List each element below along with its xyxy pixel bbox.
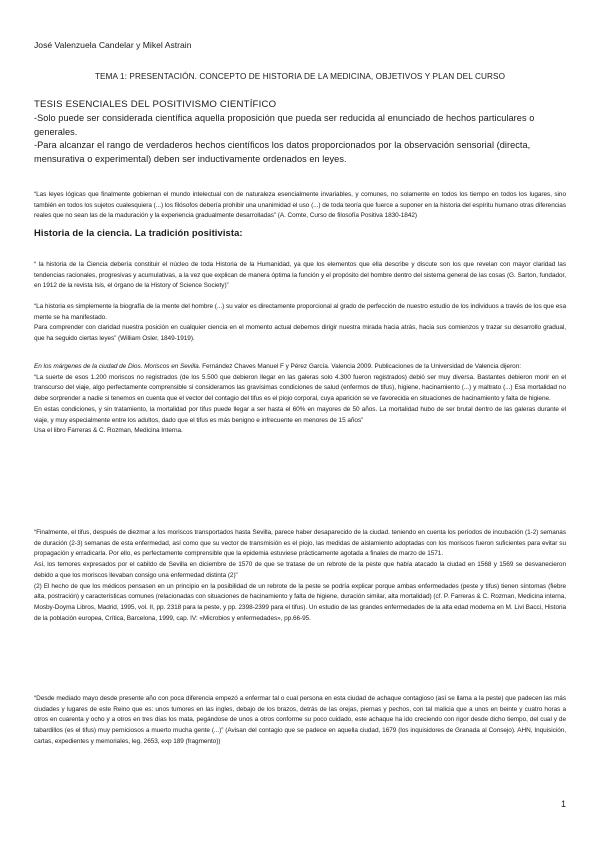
tifus-paragraph-1: “Finalmente, el tifus, después de diezmar a los moriscos transportados hasta Sevilla, parece haber desaparecido de la ciudad. teniendo en cuenta los períodos de incubación (1-2) semanas de duración (2-3) semanas de esta enfermedad, así como que su vector de transmisión es el piojo, las medidas de aislamiento adoptadas con los moriscos fueron suficientes para evitar su propagación y erradicarla. Por ello, es perfectamente comprensible que la epidemia estuviese prácticamente agotada a finales de marzo de 1571. bbox=[34, 529, 566, 558]
authors-line: José Valenzuela Candelar y Mikel Astrain bbox=[34, 40, 192, 50]
quote-granada: “Desde mediado mayo desde presente año con poca diferencia empezó a enfermar tal o cual persona en esta ciudad de achaque contagioso (así se llama a la peste) que padecen las más ciudades y lugares de este Reino que es: unos tumores en las ingles, debajo de los brazos, detrás de las orejas, piernas y pechos, con tal malicia que a unos en beinte y cuatro horas a otros en cuarenta y ocho y a otros en tres días los mata, pegándose de unos a otros conforme su poco cuidado, este achaque ha ido creciendo con rigor desde dicho tiempo, del cual y de tabardillos (es el tifus) muy perniciosos a muerto mucha gente (...)” (Avisan del contagio que se padece en aquella ciudad, 1679 (los inquisidores de Granada al Consejo). AHN, Inquisición, cartas, expedientes y memoriales, leg. 2653, exp 189 (fragmento)) bbox=[34, 695, 566, 745]
moriscos-paragraph-3: Usa el libro Farreras & C. Rozman, Medicina Interna. bbox=[34, 427, 183, 435]
tifus-footnote: (2) El hecho de que los médicos pensasen en un principio en la posibilidad de un rebrote de la peste se podría explicar porque ambas enfermedades (peste y tifus) tienen síntomas (fiebre alta, postración) y características comunes (relacionadas con situaciones de hacinamiento y falta de higiene, duración similar, alta mortalidad) (cf. P. Farreras & C. Rozman, Medicina interna, Mosby-Doyma Libros, Madrid, 1995, vol. II, pp. 2318 para la peste, y pp. 2398-2399 para el tifus). Un estudio de las grandes enfermedades de la alta edad moderna en M. Livi Bacci, Historia de la población europea, Crítica, Barcelona, 1999, cap. IV: «Microbios y enfermedades», pp.66-95. bbox=[34, 582, 566, 622]
tifus-paragraph-2: Así, los temores expresados por el cabildo de Sevilla en diciembre de 1570 de que se tratase de un rebrote de la peste que había atacado la ciudad en 1568 y 1569 se desvanecieron debido a que los moriscos llevaban consigo una enfermedad distinta (2)” bbox=[34, 561, 566, 579]
page-number: 1 bbox=[560, 799, 566, 809]
tesis-paragraph-2: -Para alcanzar el rango de verdaderos hechos científicos los datos proporcionados por la observación sensorial (directa, mensurativa o experimental) deben ser inductivamente ordenados en leyes. bbox=[34, 140, 531, 164]
section-heading-tesis: TESIS ESENCIALES DEL POSITIVISMO CIENTÍFICO bbox=[34, 99, 277, 110]
quote-osler-part-1: “La historia es simplemente la biografía de la mente del hombre (...) su valor es directamente proporcional al grado de perfección de nuestro estudio de los individuos a través de los que esa mente se ha manifestado. bbox=[34, 303, 566, 321]
quote-tifus bbox=[34, 528, 566, 624]
section-heading-history: Historia de la ciencia. La tradición positivista: bbox=[34, 227, 243, 238]
quote-comte: “Las leyes lógicas que finalmente gobiernan el mundo intelectual con de naturaleza esencialmente invariables, y comunes, no solamente en todos los tiempo en todos los lugares, sino también en todos los sujetos cualesquiera (...) los filósofos debería prohibir una unanimidad el uso (...) de toda teoría que fuerce a suponer en la historia del espíritu humano otras diferencias reales que no sean las de la maduración y la experiencia gradualmente desarrolladas” (A. Comte, Curso de filosofía Positiva 1830-1842) bbox=[34, 191, 566, 220]
page-title: TEMA 1: PRESENTACIÓN. CONCEPTO DE HISTORIA DE LA MEDICINA, OBJETIVOS Y PLAN DEL CURSO bbox=[94, 72, 506, 81]
moriscos-paragraph-1: “La suerte de esos 1.200 moriscos no registrados (de los 5.500 que debieron llegar en las galeras solo 4.300 fueron registrados) debió ser muy diversa. Bastantes debieron morir en el transcurso del viaje, algo perfectamente comprensible si consideramos las gravísimas condiciones de salud (enfermos de tifus), higiene, hacinamiento (...) y maltrato (...) Esa mortalidad no debe sorprender a nadie si tenemos en cuenta que el vector del contagio del tifus es el piojo corporal, cuya aparición se ve favorecida en situaciones de hacinamiento y falta de higiene. bbox=[34, 373, 566, 403]
book-reference: Fernández Chaves Manuel F y Pérez García. Valencia 2009. Publicaciones de la Universidad de Valencia dijeron: bbox=[200, 363, 521, 370]
moriscos-paragraph-2: En estas condiciones, y sin tratamiento, la mortalidad por tifus puede llegar a ser hasta el 60% en mayores de 50 años. La mortalidad hubo de ser brutal dentro de las galeras durante el viaje, y muy especialmente entre los adultos, dado que el tifus es más benigno e infrecuente en menores de 15 años” bbox=[34, 405, 566, 424]
quote-sarton: “ la historia de la Ciencia debería constituir el núcleo de toda Historia de la Humanidad, ya que los elementos que ella describe y discute son los que revelan con mayor claridad las tendencias racionales, progresivas y acumulativas, a la vez que explican de manera óptima la función y el propósito del hombre dentro del sistema general de las cosas (G. Sarton, fundador, en 1912 de la revista Isis, el órgano de la History of Science Society)” bbox=[34, 261, 567, 290]
tesis-paragraph-1: -Solo puede ser considerada científica aquella proposición que pueda ser reducida al enunciado de hechos particulares o generales. bbox=[34, 113, 535, 137]
quote-moriscos bbox=[34, 362, 566, 437]
book-title: En los márgenes de la ciudad de Dios. Moriscos en Sevilla. bbox=[34, 363, 201, 370]
quote-osler-part-2: Para comprender con claridad nuestra posición en cualquier ciencia en el momento actual debemos dirigir nuestra mirada hacia atrás, hacia sus comienzos y trazar su desarrollo gradual, que ha seguido ciertas leyes” (William Osler, 1849-1919). bbox=[34, 324, 566, 343]
quote-osler bbox=[34, 302, 566, 345]
